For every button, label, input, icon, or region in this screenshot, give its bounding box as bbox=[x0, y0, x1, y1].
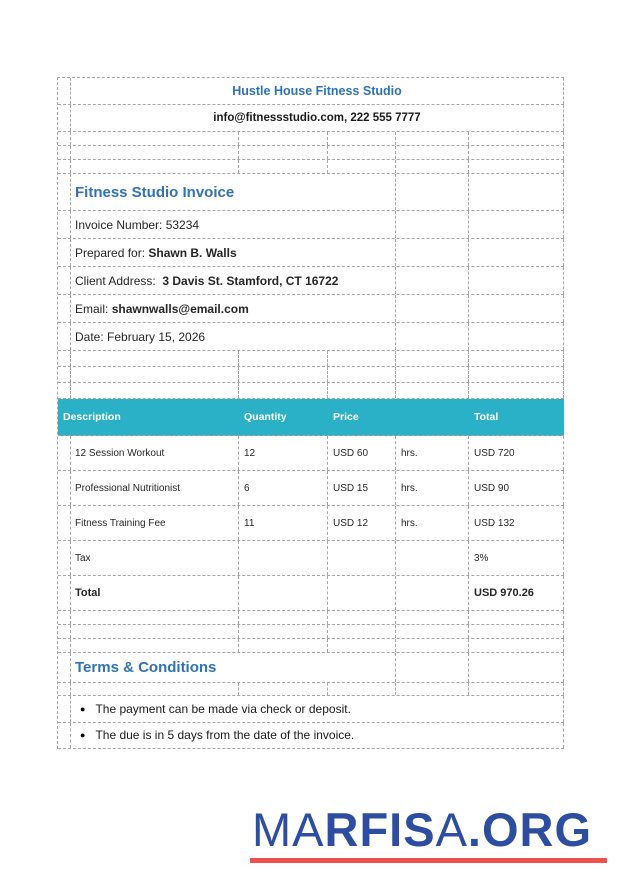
grid-cell bbox=[396, 683, 469, 695]
grid-cell bbox=[239, 367, 328, 382]
grid-cell bbox=[396, 576, 469, 610]
marfisa-logo bbox=[252, 803, 607, 863]
terms-title-row bbox=[58, 653, 564, 683]
grid-cell bbox=[396, 295, 469, 322]
logo-text-segment: RFIS bbox=[324, 803, 436, 856]
spacer-row bbox=[58, 683, 564, 696]
items-table-header-row bbox=[58, 399, 564, 436]
grid-cell bbox=[58, 683, 71, 695]
invoice-field-row bbox=[58, 239, 564, 267]
spacer-row bbox=[58, 146, 564, 160]
item-price: USD 15 bbox=[328, 471, 396, 505]
grid-cell bbox=[396, 239, 469, 266]
grid-cell bbox=[58, 541, 71, 575]
grid-cell bbox=[239, 639, 328, 652]
grid-cell bbox=[469, 239, 564, 266]
grid-cell bbox=[469, 132, 564, 145]
grid-cell bbox=[71, 367, 239, 382]
grid-cell bbox=[328, 383, 396, 398]
invoice-field bbox=[71, 239, 396, 266]
spacer-row bbox=[58, 611, 564, 625]
grid-cell bbox=[396, 611, 469, 624]
grid-cell bbox=[239, 576, 328, 610]
item-unit: hrs. bbox=[396, 506, 469, 540]
grid-cell bbox=[396, 211, 469, 238]
tax-row bbox=[58, 541, 564, 576]
grid-cell bbox=[58, 471, 71, 505]
grid-cell bbox=[58, 267, 71, 294]
tax-label: Tax bbox=[71, 541, 239, 575]
item-unit: hrs. bbox=[396, 436, 469, 470]
grid-cell bbox=[58, 105, 71, 131]
grid-cell bbox=[58, 611, 71, 624]
grid-cell bbox=[328, 683, 396, 695]
grid-cell bbox=[328, 351, 396, 366]
invoice-field-value: 53234 bbox=[165, 217, 200, 232]
logo-text-segment: A bbox=[435, 803, 468, 856]
grid-cell bbox=[58, 723, 71, 749]
studio-name: Hustle House Fitness Studio bbox=[71, 78, 564, 104]
invoice-field-label: Client Address: bbox=[75, 273, 163, 288]
studio-contact: info@fitnessstudio.com, 222 555 7777 bbox=[71, 105, 564, 131]
items-table-header-quantity: Quantity bbox=[244, 411, 287, 423]
grid-cell bbox=[71, 132, 239, 145]
grid-cell bbox=[58, 174, 71, 210]
item-total: USD 132 bbox=[469, 506, 564, 540]
logo-text-segment: MA bbox=[252, 803, 325, 856]
studio-contact-row bbox=[58, 105, 564, 132]
grid-cell bbox=[328, 639, 396, 652]
total-label: Total bbox=[71, 576, 239, 610]
grid-cell bbox=[328, 576, 396, 610]
grid-cell bbox=[469, 174, 564, 210]
grid-cell bbox=[58, 132, 71, 145]
items-table-header-description: Description bbox=[63, 411, 121, 423]
grid-cell bbox=[469, 323, 564, 350]
grid-cell bbox=[58, 367, 71, 382]
grid-cell bbox=[58, 383, 71, 398]
invoice-field-value: shawnwalls@email.com bbox=[111, 301, 249, 316]
invoice-field bbox=[71, 211, 396, 238]
grid-cell bbox=[328, 625, 396, 638]
grid-cell bbox=[58, 576, 71, 610]
terms-bullet-text: The due is in 5 days from the date of the invoice. bbox=[95, 728, 355, 743]
terms-bullet-row bbox=[58, 696, 564, 723]
grid-cell bbox=[469, 211, 564, 238]
logo-text-segment: .ORG bbox=[467, 803, 593, 856]
grid-cell bbox=[469, 653, 564, 682]
item-total: USD 720 bbox=[469, 436, 564, 470]
grid-cell bbox=[58, 211, 71, 238]
grid-cell bbox=[239, 683, 328, 695]
grid-cell bbox=[469, 611, 564, 624]
invoice-field-label: Prepared for: bbox=[75, 245, 149, 260]
invoice-field-label: Invoice Number: bbox=[75, 217, 166, 232]
grid-cell bbox=[58, 351, 71, 366]
item-description: 12 Session Workout bbox=[71, 436, 239, 470]
grid-cell bbox=[71, 625, 239, 638]
grid-cell bbox=[239, 160, 328, 173]
invoice-title-row bbox=[58, 174, 564, 211]
item-quantity: 11 bbox=[239, 506, 328, 540]
grid-cell bbox=[71, 683, 239, 695]
terms-bullet-row bbox=[58, 723, 564, 750]
invoice-field-row bbox=[58, 211, 564, 239]
item-quantity: 6 bbox=[239, 471, 328, 505]
grid-cell bbox=[58, 639, 71, 652]
terms-bullet-text: The payment can be made via check or deposit. bbox=[95, 701, 351, 716]
grid-cell bbox=[58, 239, 71, 266]
grid-cell bbox=[469, 367, 564, 382]
bullet-icon: ● bbox=[80, 730, 86, 741]
invoice-field-label: Email: bbox=[75, 301, 112, 316]
grid-cell bbox=[396, 367, 469, 382]
items-table-header-price: Price bbox=[333, 411, 359, 423]
bullet-icon: ● bbox=[80, 703, 86, 714]
grid-cell bbox=[469, 383, 564, 398]
grid-cell bbox=[469, 639, 564, 652]
invoice-field-row bbox=[58, 323, 564, 351]
spacer-row bbox=[58, 132, 564, 146]
grid-cell bbox=[396, 541, 469, 575]
grid-cell bbox=[328, 146, 396, 159]
grid-cell bbox=[469, 625, 564, 638]
spacer-row bbox=[58, 625, 564, 639]
grid-cell bbox=[58, 295, 71, 322]
grid-cell bbox=[71, 146, 239, 159]
invoice-field bbox=[71, 295, 396, 322]
grid-cell bbox=[396, 160, 469, 173]
item-row bbox=[58, 471, 564, 506]
grid-cell bbox=[58, 436, 71, 470]
grid-cell bbox=[239, 541, 328, 575]
total-row bbox=[58, 576, 564, 611]
grid-cell bbox=[328, 367, 396, 382]
tax-value: 3% bbox=[469, 541, 564, 575]
spacer-row bbox=[58, 383, 564, 399]
grid-cell bbox=[469, 295, 564, 322]
invoice-field-value: 3 Davis St. Stamford, CT 16722 bbox=[162, 273, 339, 288]
grid-cell bbox=[71, 160, 239, 173]
studio-name-row bbox=[58, 78, 564, 105]
item-description: Fitness Training Fee bbox=[71, 506, 239, 540]
grid-cell bbox=[58, 323, 71, 350]
grid-cell bbox=[71, 383, 239, 398]
grid-cell bbox=[396, 653, 469, 682]
grid-cell bbox=[58, 653, 71, 682]
grid-cell bbox=[239, 351, 328, 366]
grid-cell bbox=[469, 267, 564, 294]
item-total: USD 90 bbox=[469, 471, 564, 505]
grid-cell bbox=[469, 146, 564, 159]
item-row bbox=[58, 436, 564, 471]
grid-cell bbox=[239, 383, 328, 398]
grid-cell bbox=[239, 146, 328, 159]
grid-cell bbox=[328, 160, 396, 173]
spacer-row bbox=[58, 639, 564, 653]
grid-cell bbox=[239, 132, 328, 145]
spacer-row bbox=[58, 367, 564, 383]
grid-cell bbox=[71, 639, 239, 652]
item-description: Professional Nutritionist bbox=[71, 471, 239, 505]
spacer-row bbox=[58, 351, 564, 367]
invoice-field-value: Shawn B. Walls bbox=[148, 245, 237, 260]
grid-cell bbox=[469, 351, 564, 366]
item-price: USD 60 bbox=[328, 436, 396, 470]
grid-cell bbox=[396, 625, 469, 638]
logo-underline-bar bbox=[250, 858, 607, 863]
grid-cell bbox=[396, 351, 469, 366]
grid-cell bbox=[396, 267, 469, 294]
total-value: USD 970.26 bbox=[469, 576, 564, 610]
grid-cell bbox=[58, 625, 71, 638]
invoice-sheet bbox=[57, 77, 564, 749]
grid-cell bbox=[469, 160, 564, 173]
terms-bullet bbox=[71, 723, 564, 749]
grid-cell bbox=[239, 625, 328, 638]
terms-bullet bbox=[71, 696, 564, 722]
invoice-field-value: February 15, 2026 bbox=[107, 329, 206, 344]
invoice-field-row bbox=[58, 295, 564, 323]
grid-cell bbox=[328, 611, 396, 624]
item-row bbox=[58, 506, 564, 541]
invoice-field bbox=[71, 267, 396, 294]
grid-cell bbox=[396, 383, 469, 398]
grid-cell bbox=[58, 696, 71, 722]
grid-cell bbox=[396, 174, 469, 210]
grid-cell bbox=[58, 78, 71, 104]
grid-cell bbox=[328, 541, 396, 575]
invoice-field-row bbox=[58, 267, 564, 295]
grid-cell bbox=[239, 611, 328, 624]
grid-cell bbox=[469, 683, 564, 695]
grid-cell bbox=[396, 146, 469, 159]
grid-cell bbox=[328, 132, 396, 145]
grid-cell bbox=[58, 506, 71, 540]
invoice-title: Fitness Studio Invoice bbox=[71, 174, 396, 210]
item-quantity: 12 bbox=[239, 436, 328, 470]
spacer-row bbox=[58, 160, 564, 174]
items-table-header-blank bbox=[396, 399, 469, 435]
grid-cell bbox=[58, 160, 71, 173]
grid-cell bbox=[58, 146, 71, 159]
grid-cell bbox=[71, 611, 239, 624]
grid-cell bbox=[396, 639, 469, 652]
grid-cell bbox=[71, 351, 239, 366]
grid-cell bbox=[396, 132, 469, 145]
grid-cell bbox=[396, 323, 469, 350]
invoice-field bbox=[71, 323, 396, 350]
invoice-field-label: Date: bbox=[75, 329, 108, 344]
terms-title: Terms & Conditions bbox=[71, 653, 396, 682]
item-unit: hrs. bbox=[396, 471, 469, 505]
item-price: USD 12 bbox=[328, 506, 396, 540]
items-table-header-total: Total bbox=[474, 411, 499, 423]
